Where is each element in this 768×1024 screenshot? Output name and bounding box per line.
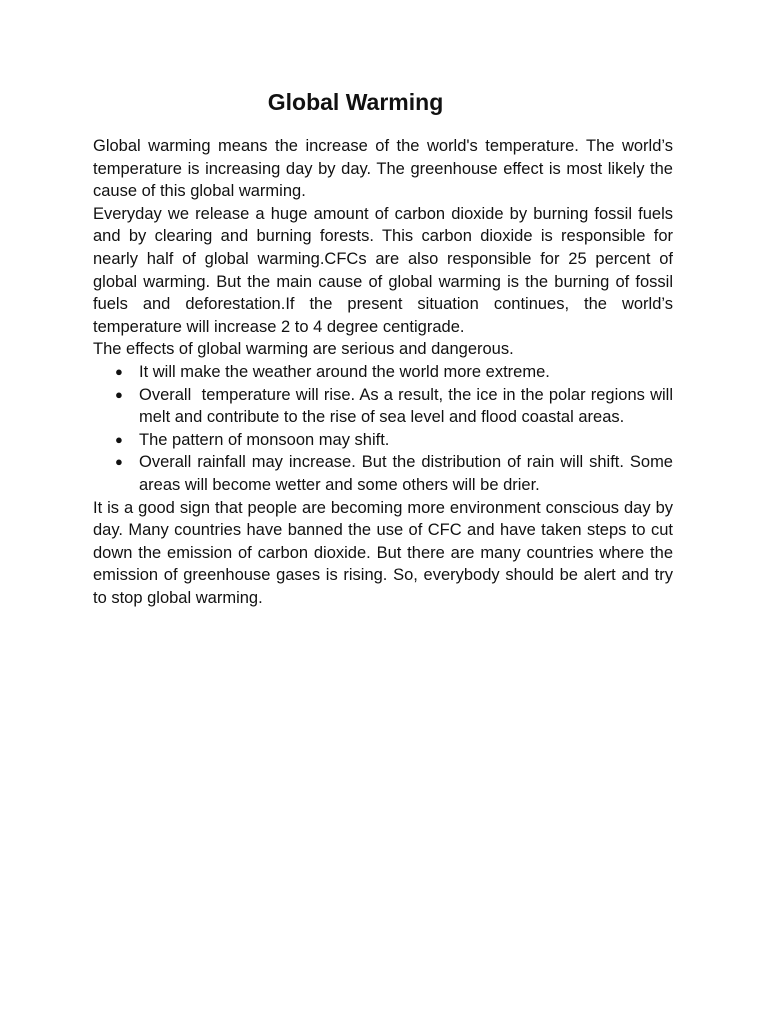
- bullet-icon: ●: [115, 454, 123, 470]
- paragraph-causes: Everyday we release a huge amount of carbon dioxide by burning fossil fuels and by clearing and burning forests. This carbon dioxide is responsible for nearly half of global warming.CFCs are also responsible for 25 percent of global warming. But the main cause of global warming is the burning of fossil fuels and deforestation.If the present situation continues, the world’s temperature will increase 2 to 4 degree centigrade.: [93, 204, 673, 336]
- list-item: [115, 361, 673, 384]
- list-item-text: It will make the weather around the world more extreme.: [139, 362, 550, 381]
- bullet-icon: ●: [115, 363, 123, 379]
- effects-list: [93, 361, 678, 497]
- paragraph-effects-intro: The effects of global warming are serious and dangerous.: [93, 340, 514, 359]
- bullet-icon: ●: [115, 431, 123, 447]
- list-item: [115, 451, 673, 496]
- document-body: [93, 135, 678, 609]
- list-item-text: Overall rainfall may increase. But the distribution of rain will shift. Some areas will become wetter and some others will be drier.: [139, 453, 673, 494]
- document-title: Global Warming: [267, 89, 444, 115]
- bullet-icon: ●: [115, 386, 123, 402]
- list-item: [115, 384, 678, 429]
- paragraph-conclusion: It is a good sign that people are becoming more environment conscious day by day. Many countries have banned the use of CFC and have taken steps to cut down the emission of carbon dioxide. But there are many countries where the emission of greenhouse gases is rising. So, everybody should be alert and try to stop global warming.: [93, 498, 673, 607]
- list-item-text: The pattern of monsoon may shift.: [139, 430, 390, 449]
- paragraph-definition: Global warming means the increase of the world's temperature. The world’s temperature is increasing day by day. The greenhouse effect is most likely the cause of this global warming.: [93, 137, 673, 201]
- list-item: [115, 429, 673, 452]
- list-item-text: Overall temperature will rise. As a result, the ice in the polar regions will melt and contribute to the rise of sea level and flood coastal areas.: [139, 385, 678, 427]
